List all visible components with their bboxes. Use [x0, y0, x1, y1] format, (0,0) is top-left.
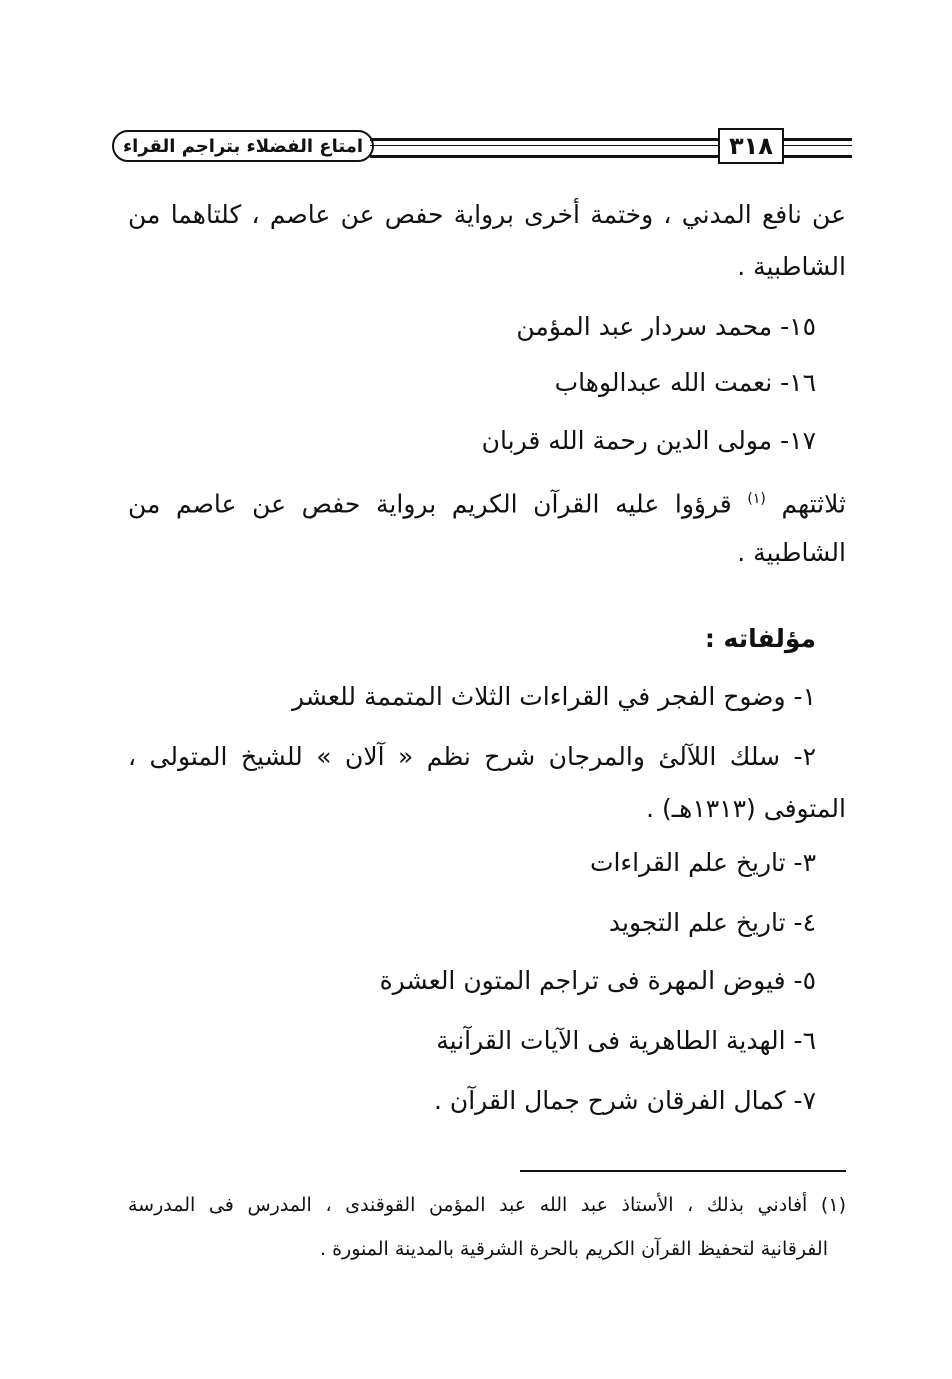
paragraph-1-line-2: الشاطبية . — [737, 252, 846, 281]
work-item-4: ٤- تاريخ علم التجويد — [608, 908, 816, 937]
list-item-17: ١٧- مولى الدين رحمة الله قربان — [481, 426, 816, 455]
work-item-2-continued: المتوفى (١٣١٣هـ) . — [646, 794, 846, 823]
list-item-16: ١٦- نعمت الله عبدالوهاب — [554, 368, 816, 397]
work-item-7: ٧- كمال الفرقان شرح جمال القرآن . — [433, 1086, 816, 1115]
page-number: ٣١٨ — [718, 128, 784, 164]
footnote-reference: (١) — [747, 491, 766, 507]
work-item-3: ٣- تاريخ علم القراءات — [589, 848, 816, 877]
paragraph-1-line-1: عن نافع المدني ، وختمة أخرى برواية حفص عن عاصم ، كلتاهما من — [128, 200, 846, 229]
work-item-5: ٥- فيوض المهرة فى تراجم المتون العشرة — [379, 966, 816, 995]
paragraph-2-start: ثلاثتهم — [781, 489, 847, 519]
work-item-1: ١- وضوح الفجر في القراءات الثلاث المتممة للعشر — [291, 682, 816, 711]
footnote-separator — [520, 1170, 846, 1172]
work-item-2: ٢- سلك اللآلئ والمرجان شرح نظم « آلان » للشيخ المتولى ، — [128, 742, 816, 771]
paragraph-2-rest: قرؤوا عليه القرآن الكريم برواية حفص عن عاصم من — [128, 489, 732, 519]
work-item-6: ٦- الهدية الطاهرية فى الآيات القرآنية — [436, 1026, 816, 1055]
footnote-line-2: الفرقانية لتحفيظ القرآن الكريم بالحرة الشرقية بالمدينة المنورة . — [320, 1238, 828, 1260]
footnote-line-1: (١) أفادني بذلك ، الأستاذ عبد الله عبد المؤمن القوقندى ، المدرس فى المدرسة — [128, 1194, 846, 1216]
header-rule-right — [782, 138, 852, 158]
paragraph-2-line-1 — [128, 482, 846, 521]
header-rule-left — [370, 138, 722, 158]
works-heading: مؤلفاته : — [704, 624, 816, 653]
running-header — [112, 128, 852, 172]
book-title: امتاع الفضلاء بتراجم القراء — [112, 130, 374, 162]
list-item-15: ١٥- محمد سردار عبد المؤمن — [516, 312, 816, 341]
paragraph-2-line-2: الشاطبية . — [737, 538, 846, 567]
